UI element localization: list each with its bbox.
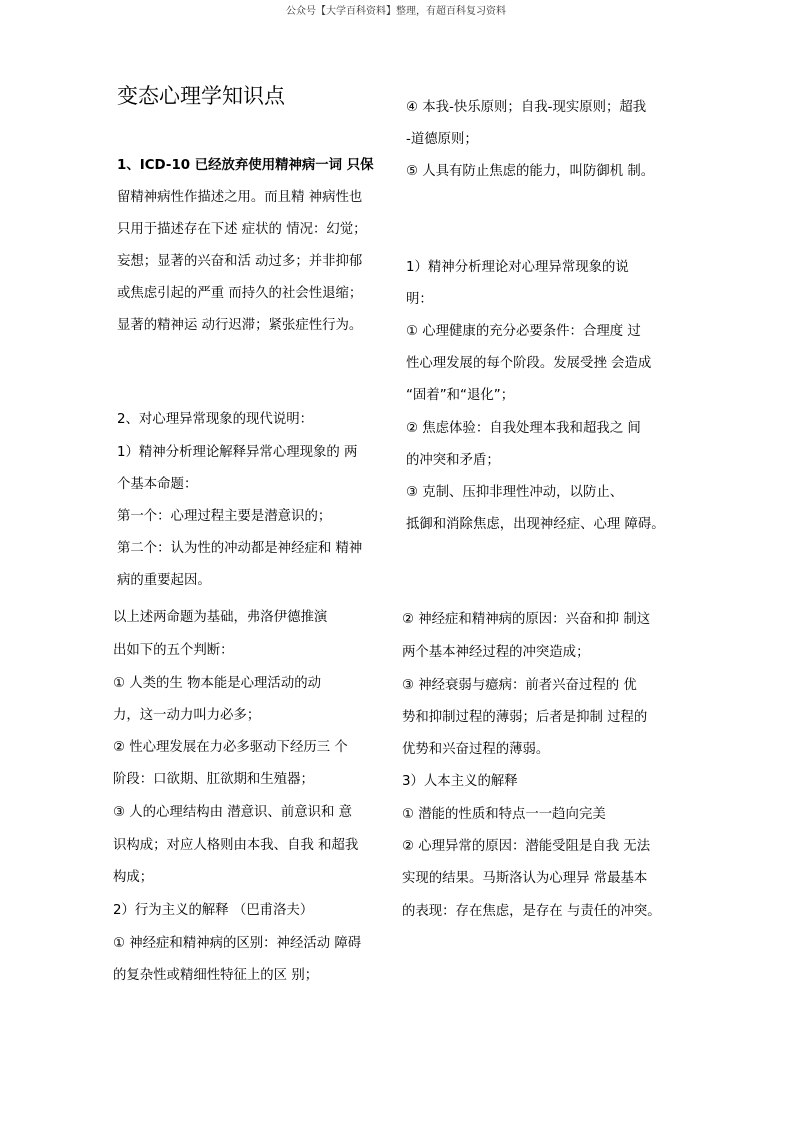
behaviorism-line-1: ① 神经症和精神病的区别：神经活动 障碍 [113, 936, 362, 951]
page-title: 变态心理学知识点 [117, 84, 285, 108]
modern-line-3: 个基本命题： [117, 477, 198, 492]
humanism-heading: 3）人本主义的解释 [402, 774, 518, 789]
freud-line-6: 阶段：口欲期、肛欲期和生殖器； [113, 772, 314, 787]
humanism-line-3: 实现的结果。马斯洛认为心理异 常最基本 [402, 871, 648, 886]
icd10-line-1: 1、ICD-10 已经放弃使用精神病一词 只保 [117, 158, 374, 173]
icd10-line-6: 显著的精神运 动行迟滞；紧张症性行为。 [117, 318, 363, 333]
psychoanalysis-line-4: 性心理发展的每个阶段。发展受挫 会造成 [406, 356, 652, 371]
freud-line-5: ② 性心理发展在力必多驱动下经历三 个 [113, 740, 348, 755]
humanism-line-2: ② 心理异常的原因：潜能受阻是自我 无法 [402, 839, 651, 854]
neurasthenia-line-1: ③ 神经衰弱与癔病：前者兴奋过程的 优 [402, 678, 637, 693]
id-ego-superego-line-2: -道德原则； [406, 132, 478, 147]
modern-line-6: 病的重要起因。 [117, 573, 211, 588]
icd10-line-2: 留精神病性作描述之用。而且精 神病性也 [117, 190, 363, 205]
neurosis-cause-line-1: ② 神经症和精神病的原因：兴奋和抑 制这 [402, 612, 651, 627]
modern-line-2: 1）精神分析理论解释异常心理现象的 两 [117, 445, 358, 460]
freud-line-7: ③ 人的心理结构由 潜意识、前意识和 意 [113, 805, 353, 820]
behaviorism-heading: 2）行为主义的解释 （巴甫洛夫） [113, 903, 314, 918]
icd10-line-3: 只用于描述存在下述 症状的 情况：幻觉； [117, 222, 367, 237]
modern-explanation-heading: 2、对心理异常现象的现代说明： [117, 412, 313, 427]
psychoanalysis-line-8: ③ 克制、压抑非理性冲动，以防止、 [406, 485, 624, 500]
id-ego-superego-line-1: ④ 本我-快乐原则；自我-现实原则；超我 [406, 100, 647, 115]
psychoanalysis-line-5: “固着”和“退化”； [406, 388, 515, 403]
neurosis-cause-line-2: 两个基本神经过程的冲突造成； [402, 645, 590, 660]
humanism-line-4: 的表现：存在焦虑，是存在 与责任的冲突。 [402, 904, 661, 919]
neurasthenia-line-2: 势和抑制过程的薄弱；后者是抑制 过程的 [402, 710, 648, 725]
psychoanalysis-line-3: ① 心理健康的充分必要条件：合理度 过 [406, 324, 641, 339]
neurasthenia-line-3: 优势和兴奋过程的薄弱。 [402, 742, 550, 757]
freud-line-9: 构成； [113, 870, 154, 885]
icd10-line-4: 妄想；显著的兴奋和活 动过多；并非抑郁 [117, 254, 363, 269]
psychoanalysis-line-6: ② 焦虑体验：自我处理本我和超我之 间 [406, 421, 641, 436]
page-header: 公众号【大学百科资料】整理，有超百科复习资料 [286, 6, 506, 17]
psychoanalysis-heading-2: 明： [406, 292, 433, 307]
freud-line-1: 以上述两命题为基础，弗洛伊德推演 [113, 610, 328, 625]
humanism-line-1: ① 潜能的性质和特点一一趋向完美 [402, 807, 606, 822]
icd10-line-5: 或焦虑引起的严重 而持久的社会性退缩； [117, 286, 363, 301]
psychoanalysis-line-7: 的冲突和矛盾； [406, 453, 500, 468]
psychoanalysis-heading-1: 1）精神分析理论对心理异常现象的说 [406, 260, 629, 275]
freud-line-4: 力，这一动力叫力必多； [113, 708, 261, 723]
freud-line-3: ① 人类的生 物本能是心理活动的动 [113, 676, 321, 691]
behaviorism-line-2: 的复杂性或精细性特征上的区 别； [113, 968, 319, 983]
freud-line-2: 出如下的五个判断： [113, 643, 234, 658]
psychoanalysis-line-9: 抵御和消除焦虑，出现神经症、心理 障碍。 [406, 517, 665, 532]
modern-line-4: 第一个：心理过程主要是潜意识的； [117, 509, 332, 524]
modern-line-5: 第二个：认为性的冲动都是神经症和 精神 [117, 541, 363, 556]
defense-mechanism-line: ⑤ 人具有防止焦虑的能力，叫防御机 制。 [406, 164, 655, 179]
freud-line-8: 识构成；对应人格则由本我、自我 和超我 [113, 838, 359, 853]
